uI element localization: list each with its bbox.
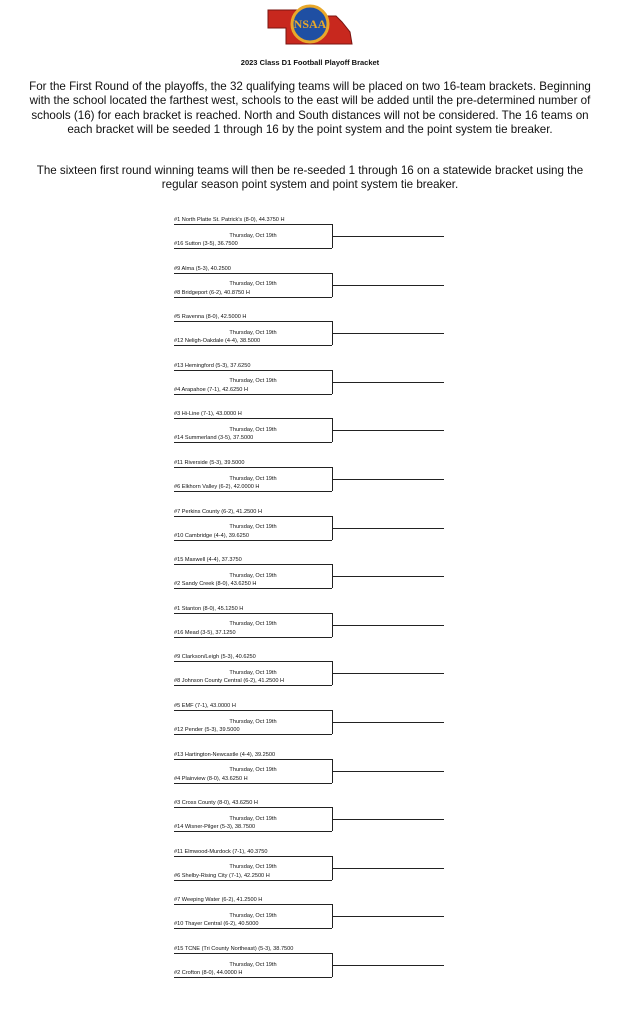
winner-line — [332, 236, 444, 237]
game-date: Thursday, Oct 19th — [229, 621, 277, 628]
bracket-line-bottom — [174, 540, 332, 541]
bracket-line-top — [174, 273, 332, 274]
winner-line — [332, 576, 444, 577]
team-bottom: #6 Elkhorn Valley (6-2), 42.0000 H — [174, 484, 260, 490]
team-bottom: #6 Shelby-Rising City (7-1), 42.2500 H — [174, 872, 270, 879]
game-date: Thursday, Oct 19th — [229, 281, 277, 288]
bracket-line-top — [174, 224, 332, 225]
bracket-line-top — [174, 516, 332, 517]
bracket-line-top — [174, 904, 332, 905]
team-top: #15 TCNE (Tri County Northeast) (5-3), 38.7500 — [174, 946, 294, 952]
game-date: Thursday, Oct 19th — [229, 232, 277, 239]
bracket-line-top — [174, 370, 332, 371]
game-date: Thursday, Oct 19th — [229, 815, 277, 822]
team-bottom: #10 Cambridge (4-4), 39.6250 — [174, 532, 249, 539]
bracket-line-bottom — [174, 491, 332, 492]
team-top: #15 Maxwell (4-4), 37.3750 — [174, 557, 242, 564]
winner-line — [332, 819, 444, 820]
bracket-line-top — [174, 807, 332, 808]
game-date: Thursday, Oct 19th — [229, 329, 277, 336]
bracket-line-bottom — [174, 685, 332, 686]
team-bottom: #10 Thayer Central (6-2), 40.5000 — [174, 921, 259, 928]
team-bottom: #4 Arapahoe (7-1), 42.6250 H — [174, 386, 249, 393]
bracket-line-top — [174, 661, 332, 662]
winner-line — [332, 771, 444, 772]
winner-line — [332, 965, 444, 966]
bracket-line-top — [174, 564, 332, 565]
game-date: Thursday, Oct 19th — [229, 426, 277, 433]
bracket-line-bottom — [174, 734, 332, 735]
team-bottom: #14 Summerland (3-5), 37.5000 — [174, 435, 254, 442]
team-top: #7 Perkins County (6-2), 41.2500 H — [174, 508, 262, 515]
bracket-line-bottom — [174, 345, 332, 346]
team-top: #11 Elmwood-Murdock (7-1), 40.3750 — [174, 848, 268, 855]
game-date: Thursday, Oct 19th — [229, 961, 277, 968]
team-top: #7 Weeping Water (6-2), 41.2500 H — [174, 897, 263, 904]
team-top: #9 Clarkson/Leigh (5-3), 40.6250 — [174, 654, 256, 661]
bracket-line-top — [174, 418, 332, 419]
team-bottom: #12 Pender (5-3), 39.5000 — [174, 727, 240, 733]
game-date: Thursday, Oct 19th — [229, 669, 277, 676]
bracket-line-top — [174, 467, 332, 468]
bracket-line-bottom — [174, 394, 332, 395]
bracket-line-bottom — [174, 248, 332, 249]
team-top: #1 North Platte St. Patrick's (8-0), 44.3750 H — [174, 217, 285, 223]
team-bottom: #2 Crofton (8-0), 44.0000 H — [174, 970, 243, 976]
team-top: #5 EMF (7-1), 43.0000 H — [174, 703, 236, 709]
bracket-line-top — [174, 613, 332, 614]
bracket-line-top — [174, 321, 332, 322]
bracket-line-bottom — [174, 297, 332, 298]
game-date: Thursday, Oct 19th — [229, 718, 277, 725]
team-bottom: #2 Sandy Creek (8-0), 43.6250 H — [174, 581, 257, 588]
winner-line — [332, 285, 444, 286]
winner-line — [332, 722, 444, 723]
team-bottom: #8 Bridgeport (6-2), 40.8750 H — [174, 289, 250, 296]
bracket-line-top — [174, 953, 332, 954]
reseed-paragraph: The sixteen first round winning teams will then be re-seeded 1 through 16 on a statewide bracket using the regular season point system and point system tie breaker. — [36, 164, 584, 192]
intro-paragraph: For the First Round of the playoffs, the 32 qualifying teams will be placed on two 16-team brackets. Beginning with the school located the farthest west, schools to the east will be added until the pre-determined number of schools (16) for each bracket is reached. North and South distances will not be considered. The 16 teams on each bracket will be seeded 1 through 16 by the point system and the point system tie breaker. — [29, 80, 591, 136]
bracket-line-top — [174, 710, 332, 711]
team-bottom: #16 Sutton (3-5), 36.7500 — [174, 241, 238, 247]
team-top: #5 Ravenna (8-0), 42.5000 H — [174, 314, 247, 321]
team-top: #3 Hi-Line (7-1), 43.0000 H — [174, 411, 242, 418]
game-date: Thursday, Oct 19th — [229, 767, 277, 774]
game-date: Thursday, Oct 19th — [229, 912, 277, 919]
winner-line — [332, 382, 444, 383]
team-top: #11 Riverside (5-3), 39.5000 — [174, 460, 245, 466]
game-date: Thursday, Oct 19th — [229, 475, 277, 482]
bracket-line-bottom — [174, 442, 332, 443]
logo-text: NSAA — [293, 17, 327, 31]
page-title: 2023 Class D1 Football Playoff Bracket — [240, 58, 380, 67]
bracket-line-bottom — [174, 977, 332, 978]
team-top: #13 Hartington-Newcastle (4-4), 39.2500 — [174, 751, 276, 758]
bracket-line-top — [174, 856, 332, 857]
bracket-line-bottom — [174, 928, 332, 929]
winner-line — [332, 479, 444, 480]
team-bottom: #8 Johnson County Central (6-2), 41.2500 H — [174, 678, 285, 685]
game-date: Thursday, Oct 19th — [229, 378, 277, 385]
winner-line — [332, 625, 444, 626]
team-bottom: #16 Mead (3-5), 37.1250 — [174, 629, 236, 636]
team-bottom: #14 Wisner-Pilger (5-3), 38.7500 — [174, 824, 256, 831]
winner-line — [332, 333, 444, 334]
team-top: #1 Stanton (8-0), 45.1250 H — [174, 605, 244, 612]
game-date: Thursday, Oct 19th — [229, 572, 277, 579]
game-date: Thursday, Oct 19th — [229, 864, 277, 871]
bracket-line-top — [174, 759, 332, 760]
bracket-line-bottom — [174, 831, 332, 832]
winner-line — [332, 673, 444, 674]
bracket-line-bottom — [174, 588, 332, 589]
team-bottom: #12 Neligh-Oakdale (4-4), 38.5000 — [174, 338, 261, 345]
bracket-line-bottom — [174, 880, 332, 881]
team-top: #3 Cross County (8-0), 43.6250 H — [174, 800, 258, 807]
team-bottom: #4 Plainview (8-0), 43.6250 H — [174, 775, 248, 782]
winner-line — [332, 528, 444, 529]
bracket-line-bottom — [174, 783, 332, 784]
game-date: Thursday, Oct 19th — [229, 524, 277, 531]
bracket-line-bottom — [174, 637, 332, 638]
winner-line — [332, 868, 444, 869]
team-top: #13 Hemingford (5-3), 37.6250 — [174, 362, 251, 369]
winner-line — [332, 916, 444, 917]
winner-line — [332, 430, 444, 431]
team-top: #9 Alma (5-3), 40.2500 — [174, 265, 231, 272]
